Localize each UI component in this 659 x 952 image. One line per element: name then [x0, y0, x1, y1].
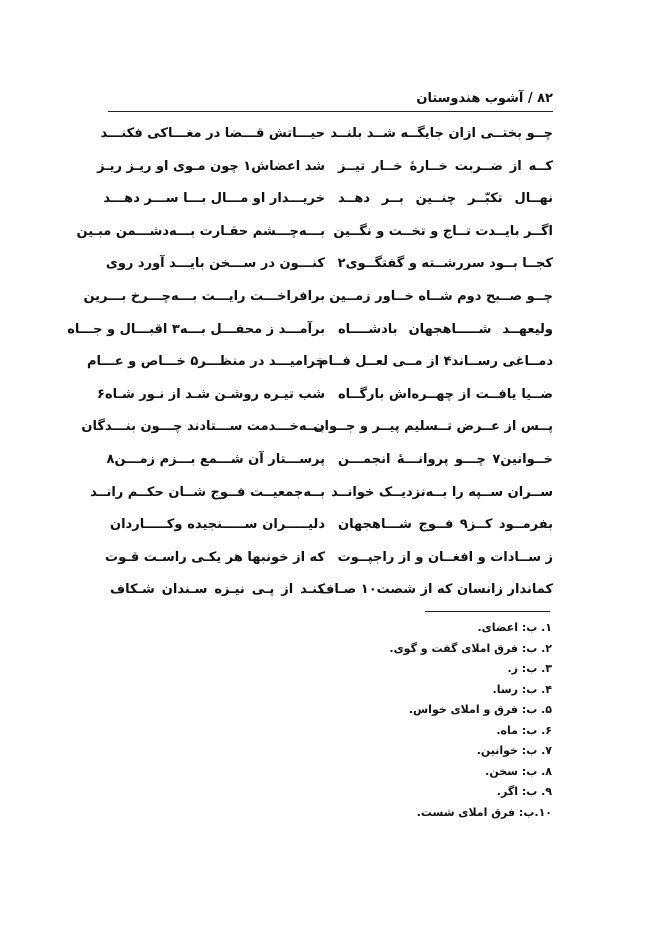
hemistich: کنـد از پـی نیـزه سـندان شـکاف [110, 582, 325, 598]
hemistich: ســران ســپه را بــه‌نزدیــک خوانــد [331, 484, 553, 500]
hemistich: خریـــدار او مـــال بـــا ســـر دهـــد [103, 191, 325, 207]
verse-column-right [313, 118, 553, 607]
hemistich: نهــال تکبّــر چنــین بــر دهــد [338, 191, 553, 207]
hemistich: کــه از ضــربت خــارهٔ خــار تیــز [338, 158, 553, 174]
hemistich: حیـــاتش قـــضا در مغـــاکی فکنـــد [100, 126, 325, 141]
footnote: ۳. ب: ز. [507, 662, 552, 675]
verse-column-left [67, 118, 325, 607]
hemistich: چــو صــبح دوم شــاه خــاور زمــین [329, 288, 553, 304]
hemistich: پرســـتار آن شـــمع بـــزم زمـــن۸ [106, 451, 325, 467]
hemistich: اگــر بایــدت تــاج و تخــت و نگــین [333, 223, 553, 239]
footnote: ۱. ب: اعضای. [477, 621, 552, 634]
hemistich: ولیعهــد شـــــاهجهان بادشــــاه [338, 321, 553, 337]
hemistich: برآمـــد ز محفـــل بـــه۳ اقبـــال و جـــاه [67, 321, 325, 337]
hemistich: دمــاغی رســاند۴ از مــی لعــل فــام [318, 354, 553, 370]
footnote-divider [425, 611, 550, 612]
hemistich: ز ســادات و افغــان و از راجپــوت [337, 549, 553, 565]
header-divider [108, 111, 553, 112]
footnotes [330, 618, 552, 823]
hemistich: که از خونبها هر یکـی راسـت قـوت [105, 549, 325, 565]
footnote: ۸. ب: سخن. [485, 764, 552, 778]
hemistich: شد اعضاش۱ چون مـوی او ریـز ریـز [97, 158, 325, 174]
footnote: ۵. ب: فرق و املای خواس. [408, 703, 552, 716]
hemistich: کجــا بــود سررشــته و گفتگــوی۲ [337, 256, 553, 272]
hemistich: خرامیـــد در منظـــر۵ خـــاص و عـــام [86, 354, 325, 370]
hemistich: شب تیـره روشـن شـد از نـور شـاه۶ [97, 386, 325, 402]
hemistich: خــوانین۷ چـــو پروانـــهٔ انجمـــن [338, 451, 553, 467]
hemistich: چــو بختــی ازان جایگــه شــد بلنــد [330, 126, 553, 141]
footnote: ۱۰.ب: فرق املای شست. [416, 805, 552, 819]
hemistich: ضــیا یافــت از چهــره‌اش بارگــاه [338, 386, 553, 402]
hemistich: کنـــون در ســـخن بایـــد آورد روی [105, 256, 325, 272]
footnote: ۶. ب: ماه. [496, 723, 552, 737]
hemistich: پــس از عــرض تــسلیم پیــر و جــوان [313, 419, 553, 435]
footnote: ۹. ب: اگر. [496, 785, 552, 798]
hemistich: بــه‌جمعیــت فــوج شــان حکــم رانــد [90, 484, 325, 500]
hemistich: برافراخـــت رایـــت بـــه‌چـــرخ بـــرین [83, 288, 325, 304]
hemistich: کماندار زانسان که از شصت۱۰ صـاف [319, 582, 553, 598]
footnote: ۴. ب: رسا. [492, 682, 552, 696]
running-header: ۸۲ / آشوب هندوستان [416, 91, 553, 106]
hemistich: بـــه‌چـــشم حقـارت بـــه‌دشـــمن مبـین [76, 223, 325, 239]
footnote: ۷. ب: خوانین. [476, 744, 552, 757]
hemistich: بـــه‌خـــدمت ســـتادند چـــون بنـــدگان [81, 419, 325, 435]
footnote: ۲. ب: فرق املای گفت و گوی. [389, 641, 552, 655]
hemistich: بفرمــود کــز۹ فــوج شـــاهجهان [338, 517, 553, 533]
hemistich: دلیـــــران ســـــنجیده وکـــــاردان [110, 517, 325, 533]
